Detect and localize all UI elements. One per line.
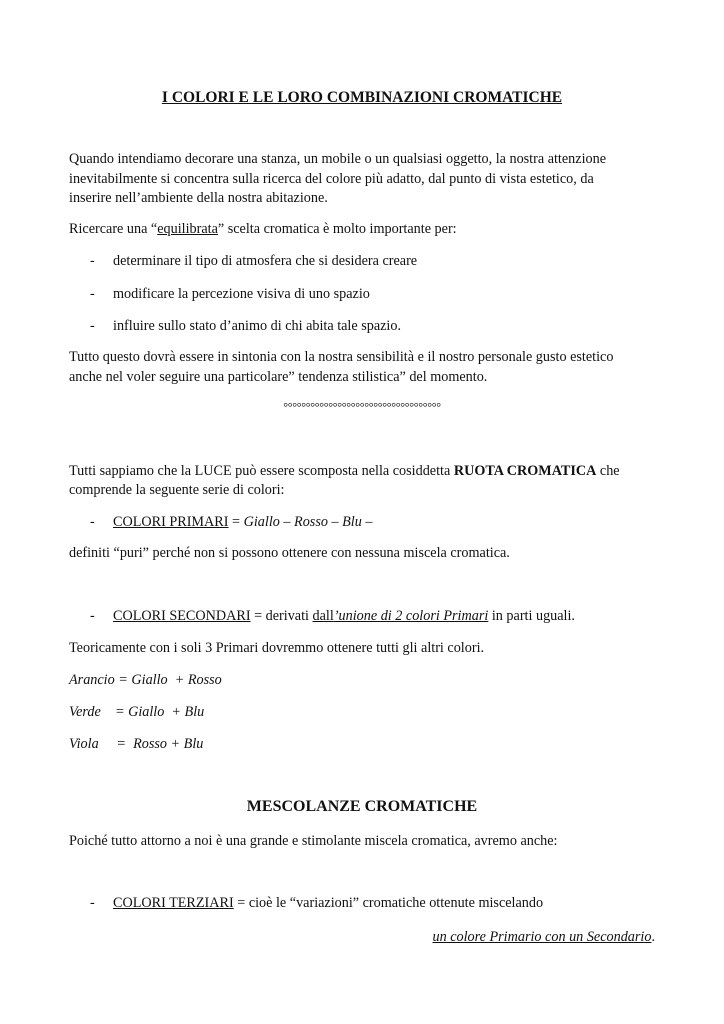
bullet-dash: -: [90, 514, 95, 530]
ricercare-text-before: Ricercare una “: [69, 221, 158, 237]
secondari-dall: dall: [312, 608, 334, 624]
terziari-after: = cioè le “variazioni” cromatiche ottenute miscelando: [233, 895, 544, 911]
luce-text-after: che: [596, 463, 620, 479]
section-title: MESCOLANZE CROMATICHE: [246, 798, 478, 815]
ricercare-text-after: ” scelta cromatica è molto importante per:: [217, 221, 457, 237]
terziari-line-2: [432, 928, 655, 947]
intro-line-1: Quando intendiamo decorare una stanza, un mobile o un qualsiasi oggetto, la nostra attenzione: [69, 151, 606, 167]
bullet-dash: -: [90, 286, 95, 302]
secondari-label: COLORI SECONDARI: [113, 608, 251, 624]
bullet-dash: -: [90, 895, 95, 911]
secondari-mid: = derivati: [250, 608, 313, 624]
secondari-item: [113, 607, 575, 626]
bullet-item-3: influire sullo stato d’animo di chi abita tale spazio.: [113, 318, 402, 334]
luce-text-before: Tutti sappiamo che la LUCE può essere scomposta nella cosiddetta: [69, 463, 454, 479]
intro-line-2: inevitabilmente si concentra sulla ricerca del colore più adatto, dal punto di vista estetico, da: [69, 171, 594, 187]
formula-viola: Viola = Rosso + Blu: [69, 736, 204, 752]
bullet-item-2: modificare la percezione visiva di uno spazio: [113, 286, 370, 302]
formula-verde: Verde = Giallo + Blu: [69, 704, 205, 720]
ruota-cromatica-bold: RUOTA CROMATICA: [453, 463, 597, 479]
luce-line-1: [69, 462, 620, 481]
primari-value: Giallo – Rosso – Blu –: [243, 514, 373, 530]
primari-label: COLORI PRIMARI: [113, 514, 229, 530]
teoricamente-paragraph: Teoricamente con i soli 3 Primari dovremmo ottenere tutti gli altri colori.: [69, 640, 485, 656]
tutto-line-1: Tutto questo dovrà essere in sintonia con la nostra sensibilità e il nostro personale gusto estetico: [69, 349, 614, 365]
separator-line: °°°°°°°°°°°°°°°°°°°°°°°°°°°°°°°°°°°: [283, 400, 441, 414]
bullet-dash: -: [90, 608, 95, 624]
poiche-paragraph: Poiché tutto attorno a noi è una grande e stimolante miscela cromatica, avremo anche:: [69, 833, 558, 849]
formula-arancio: Arancio = Giallo + Rosso: [69, 672, 222, 688]
intro-line-3: inserire nell’ambiente della nostra abitazione.: [69, 190, 328, 206]
secondari-after: in parti uguali.: [488, 608, 575, 624]
luce-line-2: comprende la seguente serie di colori:: [69, 482, 285, 498]
primari-item: [113, 513, 372, 532]
bullet-item-1: determinare il tipo di atmosfera che si desidera creare: [113, 253, 418, 269]
secondari-unione: ’unione di 2 colori Primari: [333, 608, 489, 624]
puri-paragraph: definiti “puri” perché non si possono ottenere con nessuna miscela cromatica.: [69, 545, 510, 561]
document-title: I COLORI E LE LORO COMBINAZIONI CROMATICHE: [161, 89, 563, 106]
terziari-period: .: [651, 929, 655, 945]
tutto-line-2: anche nel voler seguire una particolare” tendenza stilistica” del momento.: [69, 369, 488, 385]
equilibrata-word: equilibrata: [157, 221, 218, 237]
primari-equals: =: [228, 514, 244, 530]
bullet-dash: -: [90, 318, 95, 334]
ricercare-paragraph: [69, 220, 457, 239]
terziari-item: [113, 894, 543, 913]
bullet-dash: -: [90, 253, 95, 269]
terziari-combination: un colore Primario con un Secondario: [432, 929, 652, 945]
terziari-label: COLORI TERZIARI: [113, 895, 234, 911]
